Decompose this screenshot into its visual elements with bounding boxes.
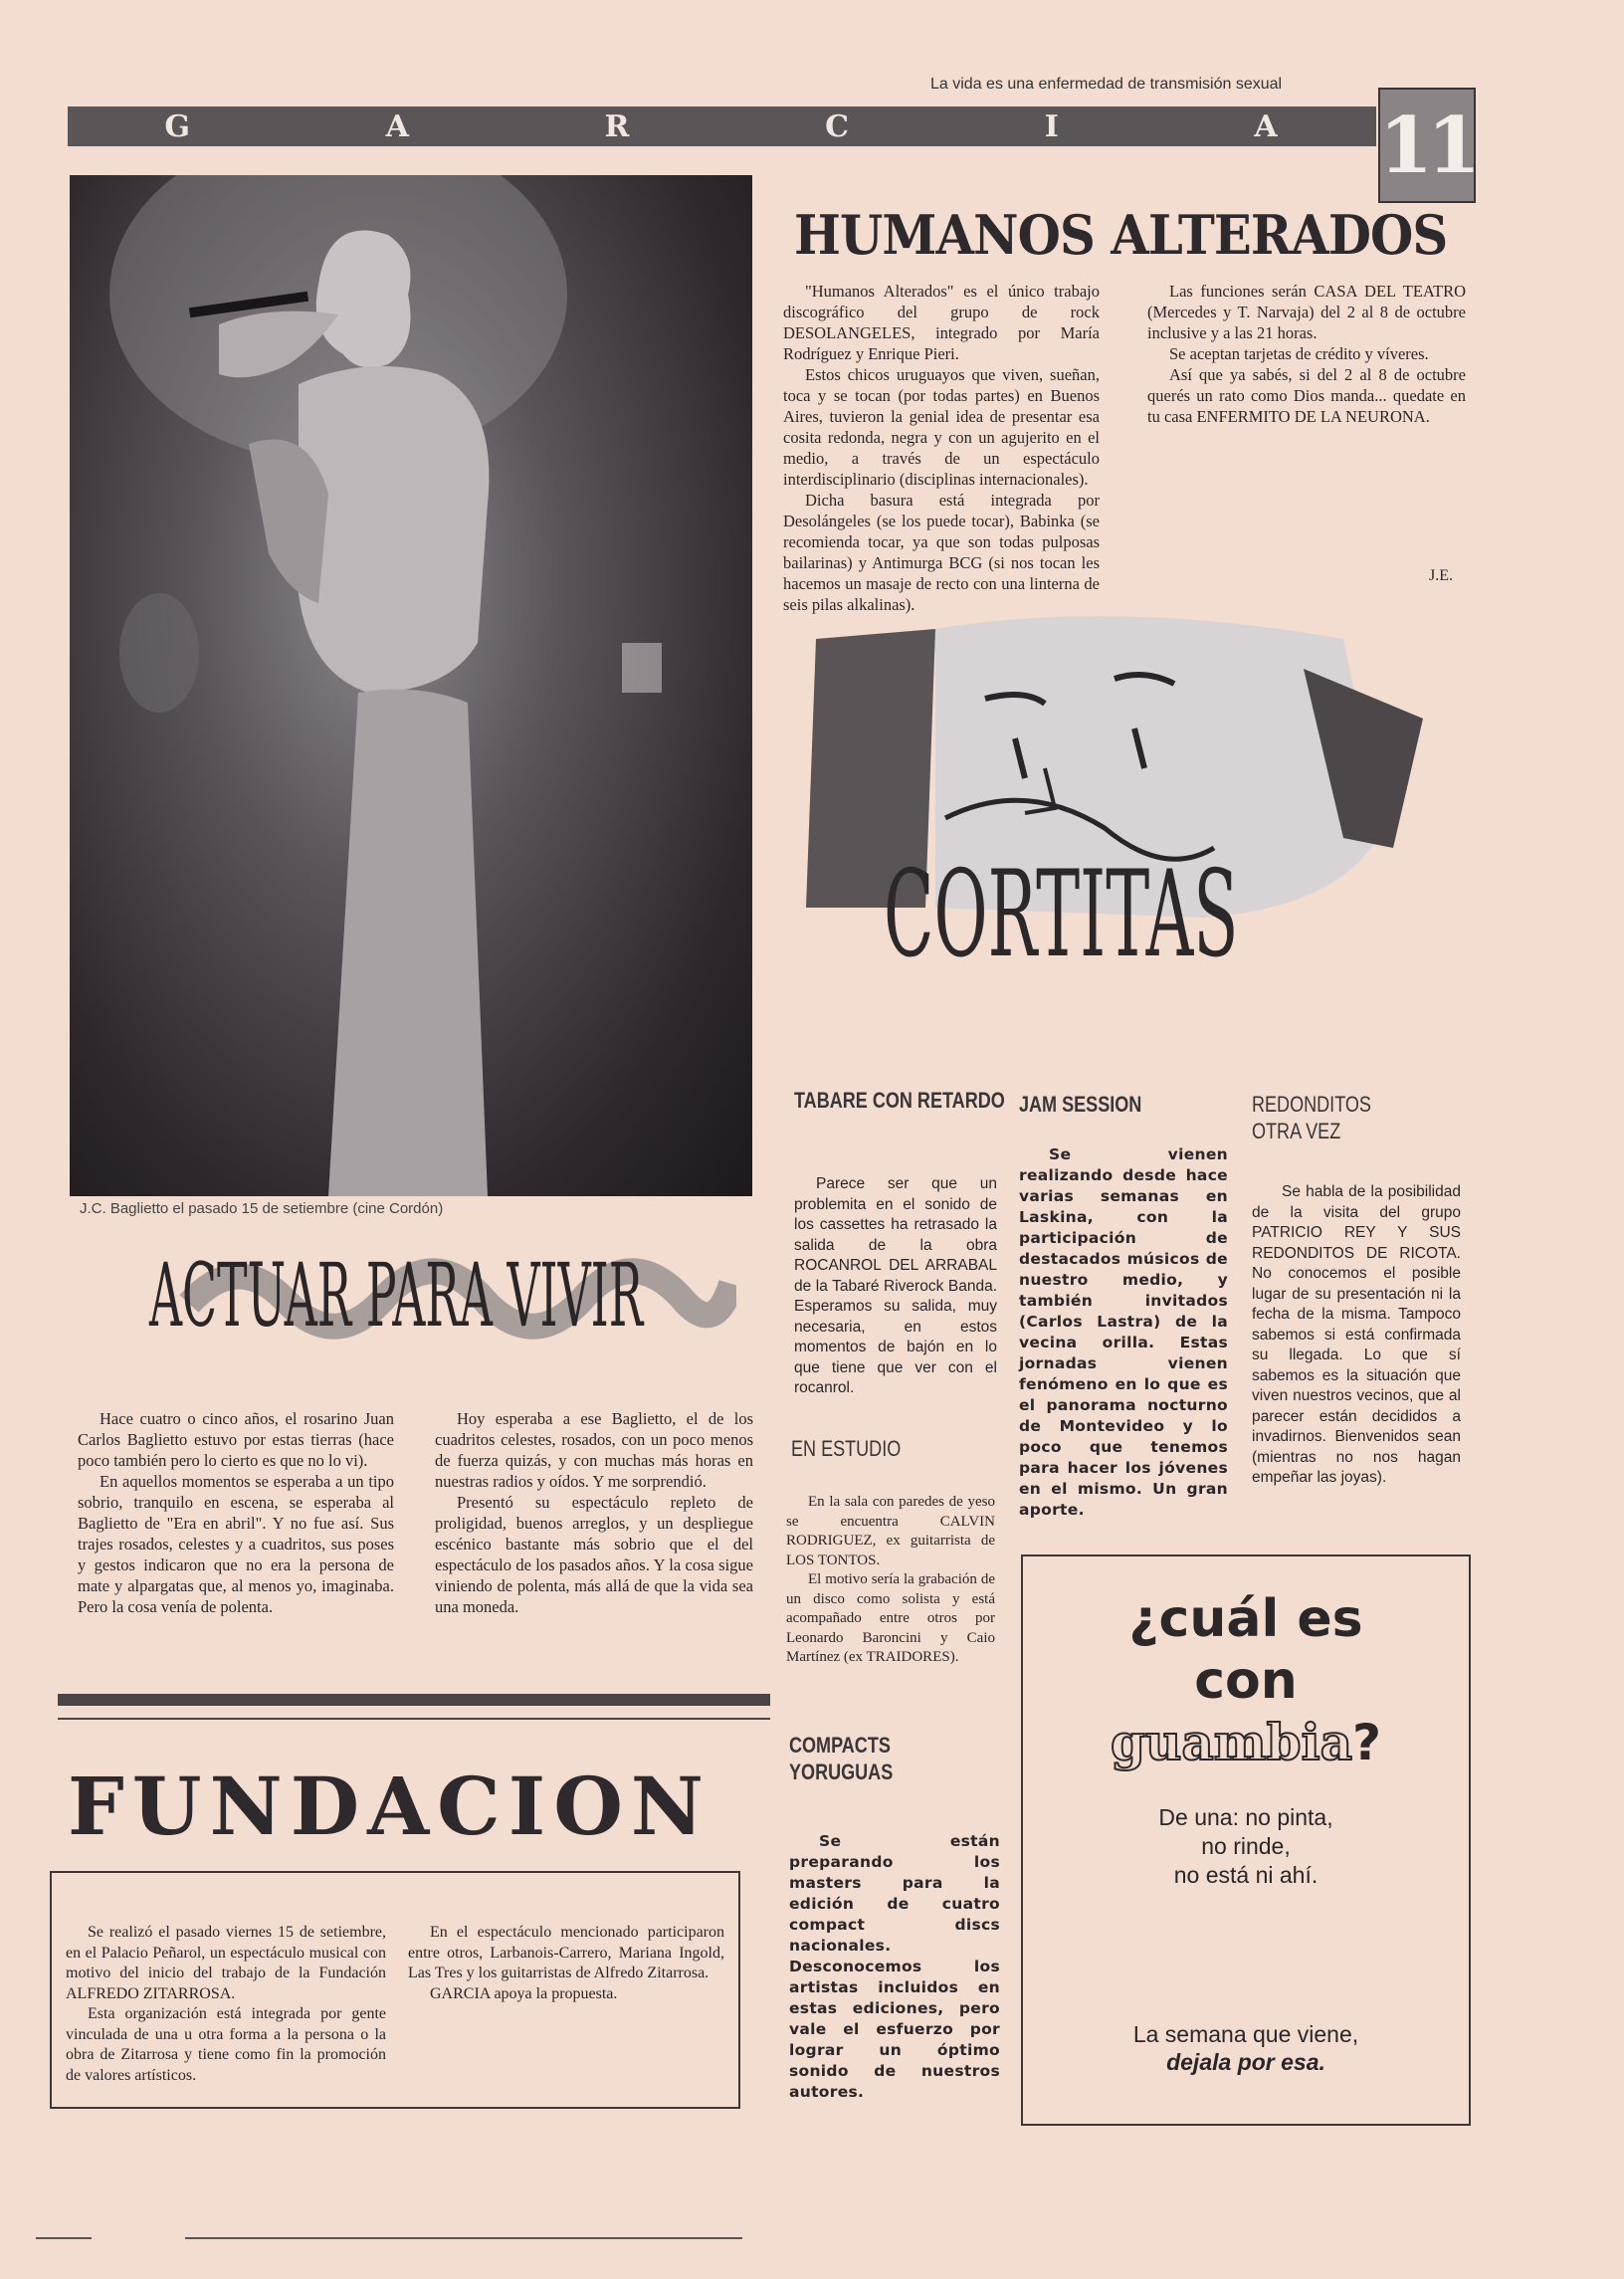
ad-slogan-line: no está ni ahí. [1173,1862,1319,1888]
humanos-title: HUMANOS ALTERADOS [794,203,1448,267]
ad-footer-line-1: La semana que viene, [1132,2021,1359,2047]
estudio-paragraph: En la sala con paredes de yeso se encuentra CALVIN RODRIGUEZ, ex guitarrista de LOS TONTOS. [786,1494,995,1568]
humanos-signature: J.E. [1429,567,1453,584]
actuar-column-1 [78,1408,394,1617]
fundacion-paragraph: En el espectáculo mencionado participaron entre otros, Larbanois-Carrero, Mariana Ingold, Las Tres y los guitarristas de Alfredo Zitarrosa. [408,1924,724,1981]
scan-line [185,2237,742,2239]
humanos-paragraph: "Humanos Alterados" es el único trabajo discográfico del grupo de rock DESOLANGELES, integrado por María Rodríguez y Enrique Pieri. [783,282,1100,363]
fundacion-column-2 [408,1923,724,2004]
ad-line-1: ¿cuál es [1128,1589,1363,1649]
tabare-heading: TABARE CON RETARDO [794,1088,1005,1113]
actuar-column-2 [435,1408,753,1617]
fundacion-column-1 [66,1923,386,2086]
ad-question-mark: ? [1351,1714,1381,1771]
banner-letter-c: C [825,108,852,144]
humanos-paragraph: Así que ya sabés, si del 2 al 8 de octubre querés un rato como Dios manda... quedate en tu casa ENFERMITO DE LA NEURONA. [1147,365,1466,426]
banner-letter-i: I [1044,108,1061,144]
humanos-paragraph: Estos chicos uruguayos que viven, sueñan, toca y se tocan (por todas partes) en Buenos Aires, tuvieron la genial idea de presentar esa cosita redonda, negra y con un agujerito en el medio, a través de un espectáculo interdisciplinario (disciplinas internacionales). [783,365,1100,489]
estudio-body [786,1493,995,1668]
ad-slogan-line: no rinde, [1201,1833,1291,1859]
jam-body: Se vienen realizando desde hace varias semanas en Laskina, con la participación de destacados músicos de nuestro medio, y también invitados (Carlos Lastra) de la vecina orilla. Estas jornadas vienen fenómeno en lo que es el panorama nocturno de Montevideo y lo poco que tenemos para hacer los jóvenes en el mismo. Un gran aporte. [1019,1145,1228,1519]
banner-letter-a: A [385,108,411,144]
ad-headline [1021,1588,1471,1773]
concert-photo [70,175,752,1196]
fundacion-paragraph: Se realizó el pasado viernes 15 de setiembre, en el Palacio Peñarol, un espectáculo musical con motivo del inicio del trabajo de la Fundación ALFREDO ZITARROSA. [66,1924,386,2002]
humanos-paragraph: Dicha basura está integrada por Desolángeles (se los puede tocar), Babinka (se recomienda tocar, ya que son todas pulposas bailarinas) y Antimurga BCG (si nos tocan les hacemos un masaje de recto con una linterna de seis pilas alkalinas). [783,491,1100,614]
banner-letter-g: G [164,108,192,144]
ad-line-2: con [1194,1651,1298,1711]
guambia-logo: guambia [1111,1713,1352,1771]
tabare-body: Parece ser que un problemita en el sonido de los cassettes ha retrasado la salida de la obra ROCANROL DEL ARRABAL de la Tabaré Riverock Banda. Esperamos su salida, muy necesaria, en estos momentos de bajón en lo que tiene que ver con el rocanrol. [794,1175,997,1396]
estudio-paragraph: El motivo sería la grabación de un disco como solista y está acompañado entre otros por Leonardo Baroncini y Caio Martínez (ex TRAIDORES). [786,1571,995,1665]
ad-brand-line [1021,1712,1471,1773]
estudio-heading: EN ESTUDIO [791,1436,902,1461]
page-tagline: La vida es una enfermedad de transmisión sexual [930,76,1283,93]
page-number: 11 [1378,88,1476,203]
fundacion-paragraph: Esta organización está integrada por gente vinculada de una u otra forma a la persona o la obra de Zitarrosa y tiene como fin la promoción de valores artísticos. [66,2005,386,2084]
ad-footer [1021,2020,1471,2076]
actuar-paragraph: Presentó su espectáculo repleto de proligidad, buenos arreglos, y un despliegue escénico bastante más sobrio que el del espectáculo de los pasados años. Y la cosa sigue viniendo de polenta, más allá de que la vida sea una moneda. [435,1493,753,1616]
scan-line [36,2237,92,2239]
compacts-heading: COMPACTS YORUGUAS [789,1733,894,1784]
photo-caption: J.C. Baglietto el pasado 15 de setiembre (cine Cordón) [80,1200,444,1217]
masthead-banner [68,106,1376,146]
singer-silhouette-icon [70,175,752,1196]
cortitas-title: CORTITAS [884,846,1239,984]
fundacion-paragraph: GARCIA apoya la propuesta. [430,1984,618,2002]
humanos-column-1 [783,281,1100,615]
humanos-paragraph: Las funciones serán CASA DEL TEATRO (Mercedes y T. Narvaja) del 2 al 8 de octubre inclusive y a las 21 horas. [1147,282,1466,342]
actuar-paragraph: Hace cuatro o cinco años, el rosarino Juan Carlos Baglietto estuvo por estas tierras (hace poco también pero lo cierto es que no lo vi). [78,1409,394,1470]
actuar-paragraph: En aquellos momentos se esperaba a un tipo sobrio, tranquilo en escena, se esperaba al Baglietto de "Era en abril". Y no fue así. Sus trajes rosados, celestes y a cuadritos, sus poses y gestos indicaron que no era la persona de mate y alpargatas que, al menos yo, imaginaba. Pero la cosa venía de polenta. [78,1472,394,1616]
humanos-column-2 [1147,281,1466,427]
ad-footer-line-2: dejala por esa. [1166,2049,1325,2075]
compacts-body: Se están preparando los masters para la edición de cuatro compact discs nacionales. Desconocemos los artistas incluidos en estas ediciones, pero vale el esfuerzo por lograr un óptimo sonido de nuestros autores. [789,1832,1000,2101]
banner-letter-r: R [604,108,632,144]
ad-slogan-line: De una: no pinta, [1158,1804,1333,1830]
actuar-title: ACTUAR PARA VIVIR [149,1244,644,1347]
jam-heading: JAM SESSION [1019,1092,1142,1117]
redonditos-body: Se habla de la posibilidad de la visita del grupo PATRICIO REY Y SUS REDONDITOS DE RICOTA. No conocemos el posible lugar de su presentación ni la fecha de la misma. Tampoco sabemos si está confirmada su llegada. Lo que sí sabemos es la situación que viven nuestros vecinos, que al parecer están decididos a invadirnos. Bienvenidos sean (mientras no nos hagan empeñar las joyas). [1252,1183,1461,1486]
actuar-paragraph: Hoy esperaba a ese Baglietto, el de los cuadritos celestes, rosados, con un poco menos de fuerza quizás, y con muchas más horas en nuestras radios y oídos. Y me sorprendió. [435,1409,753,1491]
ad-slogan [1021,1803,1471,1890]
banner-letter-a2: A [1254,108,1280,144]
section-divider [58,1694,770,1706]
section-divider-thin [58,1718,770,1720]
fundacion-title: FUNDACION [68,1760,712,1853]
humanos-paragraph: Se aceptan tarjetas de crédito y víveres. [1169,344,1429,363]
redonditos-heading: REDONDITOS OTRA VEZ [1252,1092,1371,1143]
